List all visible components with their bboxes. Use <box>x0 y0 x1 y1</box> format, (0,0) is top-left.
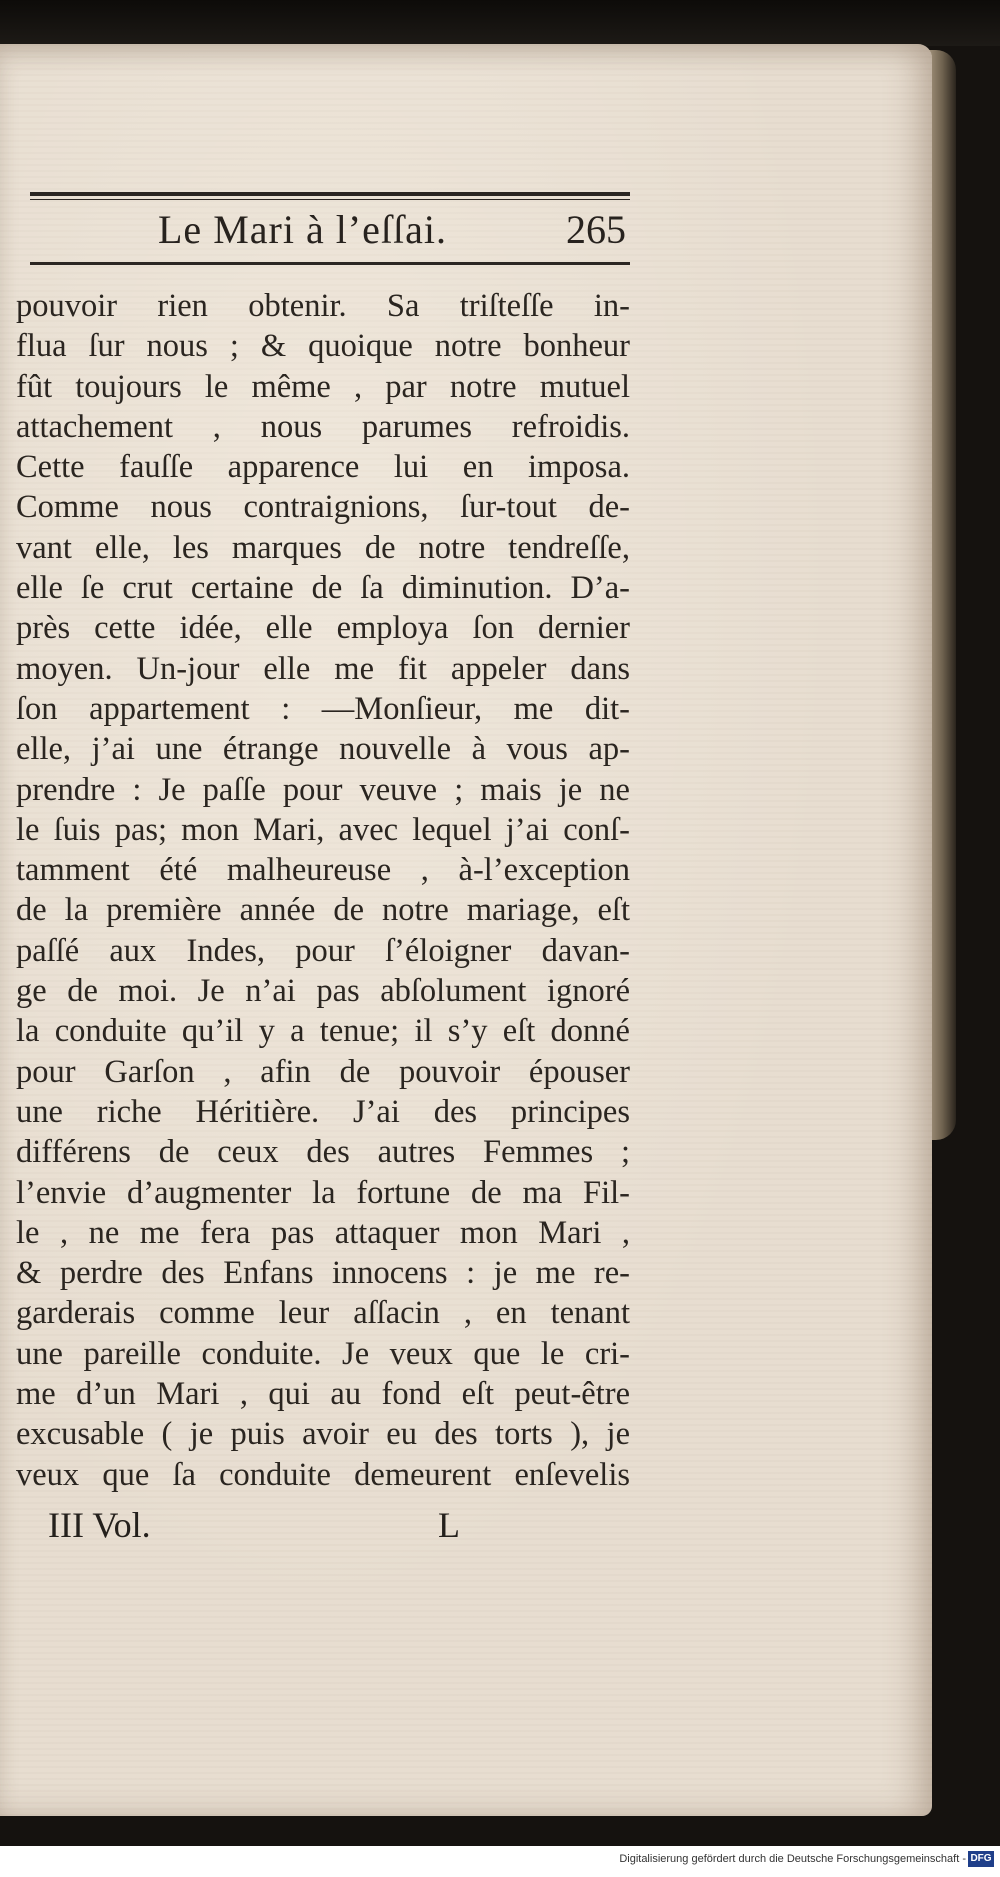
text-line: pour Garſon , afin de pouvoir épouser <box>16 1053 630 1090</box>
text-line: vant elle, les marques de notre tendreſſe, <box>16 529 630 566</box>
text-line: excusable ( je puis avoir eu des torts ), je <box>16 1416 630 1453</box>
body-text <box>16 286 630 1495</box>
text-line: différens de ceux des autres Femmes ; <box>16 1134 630 1171</box>
text-line: veux que ſa conduite demeurent enſevelis <box>16 1456 630 1493</box>
gathering-mark: L <box>438 1505 460 1545</box>
dfg-logo-icon: DFG <box>968 1851 994 1867</box>
text-line: attachement , nous parumes refroidis. <box>16 408 630 445</box>
header-rule-top <box>30 192 630 196</box>
text-line: moyen. Un-jour elle me fit appeler dans <box>16 650 630 687</box>
text-line: une pareille conduite. Je veux que le cri- <box>16 1335 630 1372</box>
text-line: & perdre des Enfans innocens : je me re- <box>16 1255 630 1292</box>
header-rule-top-thin <box>30 199 630 200</box>
text-line: garderais comme leur aſſacin , en tenant <box>16 1295 630 1332</box>
text-line: ge de moi. Je n’ai pas abſolument ignoré <box>16 973 630 1010</box>
text-line: elle ſe crut certaine de ſa diminution. D’a- <box>16 570 630 607</box>
text-line: Comme nous contraignions, ſur-tout de- <box>16 489 630 526</box>
text-line: me d’un Mari , qui au fond eſt peut-être <box>16 1376 630 1413</box>
funding-credit: Digitalisierung gefördert durch die Deutsche Forschungsgemeinschaft - <box>619 1853 966 1865</box>
text-line: elle, j’ai une étrange nouvelle à vous ap- <box>16 731 630 768</box>
text-line: le , ne me fera pas attaquer mon Mari , <box>16 1214 630 1251</box>
text-line: de la première année de notre mariage, eſt <box>16 892 630 929</box>
running-title: Le Mari à l’eſſai. <box>158 207 447 252</box>
scan-top-border <box>0 0 1000 46</box>
volume-signature: III Vol. <box>48 1505 151 1545</box>
text-line: fût toujours le même , par notre mutuel <box>16 368 630 405</box>
page-number: 265 <box>566 207 626 252</box>
text-line: paſſé aux Indes, pour ſ’éloigner davan- <box>16 932 630 969</box>
text-line: pouvoir rien obtenir. Sa triſteſſe in- <box>16 288 630 324</box>
header-rule-bottom <box>30 262 630 265</box>
text-line: une riche Héritière. J’ai des principes <box>16 1093 630 1130</box>
text-line: tamment été malheureuse , à-l’exception <box>16 852 630 889</box>
text-line: Cette fauſſe apparence lui en imposa. <box>16 449 630 486</box>
text-line: flua ſur nous ; & quoique notre bonheur <box>16 328 630 365</box>
text-line: prendre : Je paſſe pour veuve ; mais je ne <box>16 771 630 808</box>
text-line: l’envie d’augmenter la fortune de ma Fil- <box>16 1174 630 1211</box>
text-line: près cette idée, elle employa ſon dernier <box>16 610 630 647</box>
text-line: la conduite qu’il y a tenue; il s’y eſt donné <box>16 1013 630 1050</box>
text-line: ſon appartement : —Monſieur, me dit- <box>16 690 630 727</box>
text-line: le ſuis pas; mon Mari, avec lequel j’ai conſ- <box>16 811 630 848</box>
